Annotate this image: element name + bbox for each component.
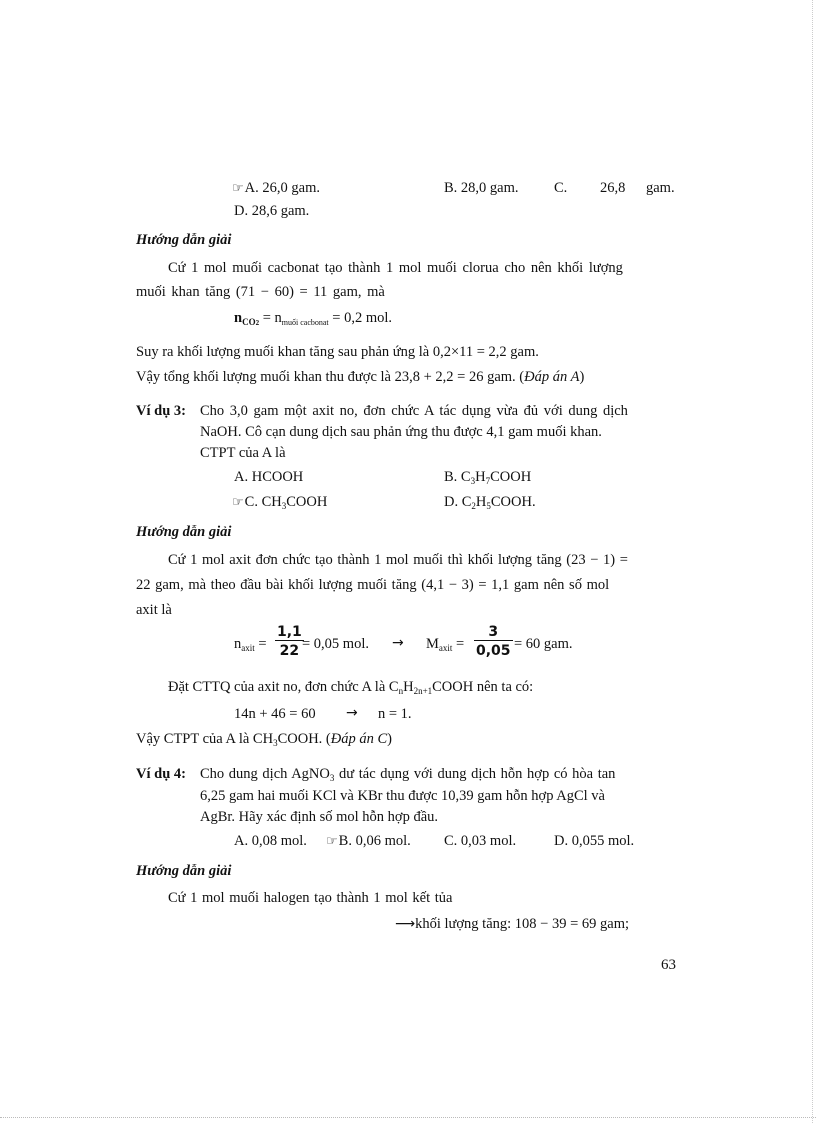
arrow-icon: → <box>392 635 404 651</box>
q2-option-d: D. 28,6 gam. <box>234 203 310 219</box>
paragraph-line: muối khan tăng (71 − 60) = 11 gam, mà <box>136 284 385 300</box>
equation-result: = 60 gam. <box>514 636 573 652</box>
equation-n-axit: $n_{axit}$ = <box>234 636 267 653</box>
arrow-icon: → <box>346 705 358 721</box>
equation-result: = 0,05 mol. <box>302 636 369 652</box>
ex3-option-b: B. $C_3H_7COOH$ <box>444 469 532 486</box>
example-text-line: AgBr. Hãy xác định số mol hỗn hợp đầu. <box>200 809 439 825</box>
q2-option-c-unit: gam. <box>646 180 675 196</box>
ex3-option-d: D. $C_2H_5COOH$. <box>444 494 536 511</box>
q2-option-c-letter: C. <box>554 180 568 196</box>
ex4-option-b: ☞B. 0,06 mol. <box>326 833 411 849</box>
equation-m-axit: $M_{axit}$ = <box>426 636 465 653</box>
equation-line: 14n + 46 = 60 <box>234 706 316 722</box>
fraction: $\frac{1,1}{22}$ <box>277 624 302 659</box>
page-edge-divider <box>0 1117 816 1118</box>
ex3-option-a: A. HCOOH <box>234 469 304 485</box>
fraction: $\frac{3}{0,05}$ <box>476 624 511 659</box>
paragraph-line: ⟶khối lượng tăng: 108 − 39 = 69 gam; <box>395 916 630 932</box>
ex4-option-a: A. 0,08 mol. <box>234 833 307 849</box>
paragraph-line: Cứ 1 mol muối cacbonat tạo thành 1 mol muối clorua cho nên khối lượng <box>168 260 623 276</box>
page-number: 63 <box>661 957 676 973</box>
paragraph-line: Vậy CTPT của A là $CH_3COOH$. (Đáp án C) <box>136 731 392 748</box>
solution-heading: Hướng dẫn giải <box>136 863 232 879</box>
example-label: Ví dụ 3: <box>136 403 186 419</box>
paragraph-line: Suy ra khối lượng muối khan tăng sau phản ứng là 0,2×11 = 2,2 gam. <box>136 344 539 360</box>
q2-option-b: B. 28,0 gam. <box>444 180 519 196</box>
q2-option-c-value: 26,8 <box>600 180 626 196</box>
q2-option-a: ☞A. 26,0 gam. <box>232 180 320 196</box>
example-label: Ví dụ 4: <box>136 766 186 782</box>
equation-n-co2: $n_{CO2} = n_{muối cacbonat} = 0,2$ mol. <box>234 310 393 327</box>
paragraph-line: Cứ 1 mol muối halogen tạo thành 1 mol kết tủa <box>168 890 453 906</box>
example-text-line: NaOH. Cô cạn dung dịch sau phản ứng thu được 4,1 gam muối khan. <box>200 424 602 440</box>
solution-heading: Hướng dẫn giải <box>136 232 232 248</box>
equation-line: n = 1. <box>378 706 412 722</box>
paragraph-line: Vậy tổng khối lượng muối khan thu được là 23,8 + 2,2 = 26 gam. (Đáp án A) <box>136 369 585 385</box>
paragraph-line: Cứ 1 mol axit đơn chức tạo thành 1 mol muối thì khối lượng tăng (23 − 1) = <box>168 552 628 568</box>
long-arrow-icon: ⟶ <box>395 916 416 932</box>
solution-heading: Hướng dẫn giải <box>136 524 232 540</box>
paragraph-line: 22 gam, mà theo đầu bài khối lượng muối tăng (4,1 − 3) = 1,1 gam nên số mol <box>136 577 610 593</box>
ex4-option-c: C. 0,03 mol. <box>444 833 517 849</box>
example-text-line: 6,25 gam hai muối KCl và KBr thu được 10,39 gam hỗn hợp AgCl và <box>200 788 605 804</box>
example-text-line: Cho 3,0 gam một axit no, đơn chức A tác dụng vừa đủ với dung dịch <box>200 403 628 419</box>
paragraph-line: axit là <box>136 602 172 618</box>
example-text-line: CTPT của A là <box>200 445 286 461</box>
page-edge-divider <box>812 0 813 1123</box>
ex4-option-d: D. 0,055 mol. <box>554 833 635 849</box>
ex3-option-c: ☞C. $CH_3COOH$ <box>232 494 328 511</box>
pointing-hand-icon: ☞ <box>232 181 244 196</box>
pointing-hand-icon: ☞ <box>326 834 338 849</box>
pointing-hand-icon: ☞ <box>232 495 244 510</box>
paragraph-line: Đặt CTTQ của axit no, đơn chức A là $C_nH_{2n+1}COOH$ nên ta có: <box>168 679 534 696</box>
example-text-line: Cho dung dịch AgNO$_3$ dư tác dụng với dung dịch hỗn hợp có hòa tan <box>200 766 616 783</box>
